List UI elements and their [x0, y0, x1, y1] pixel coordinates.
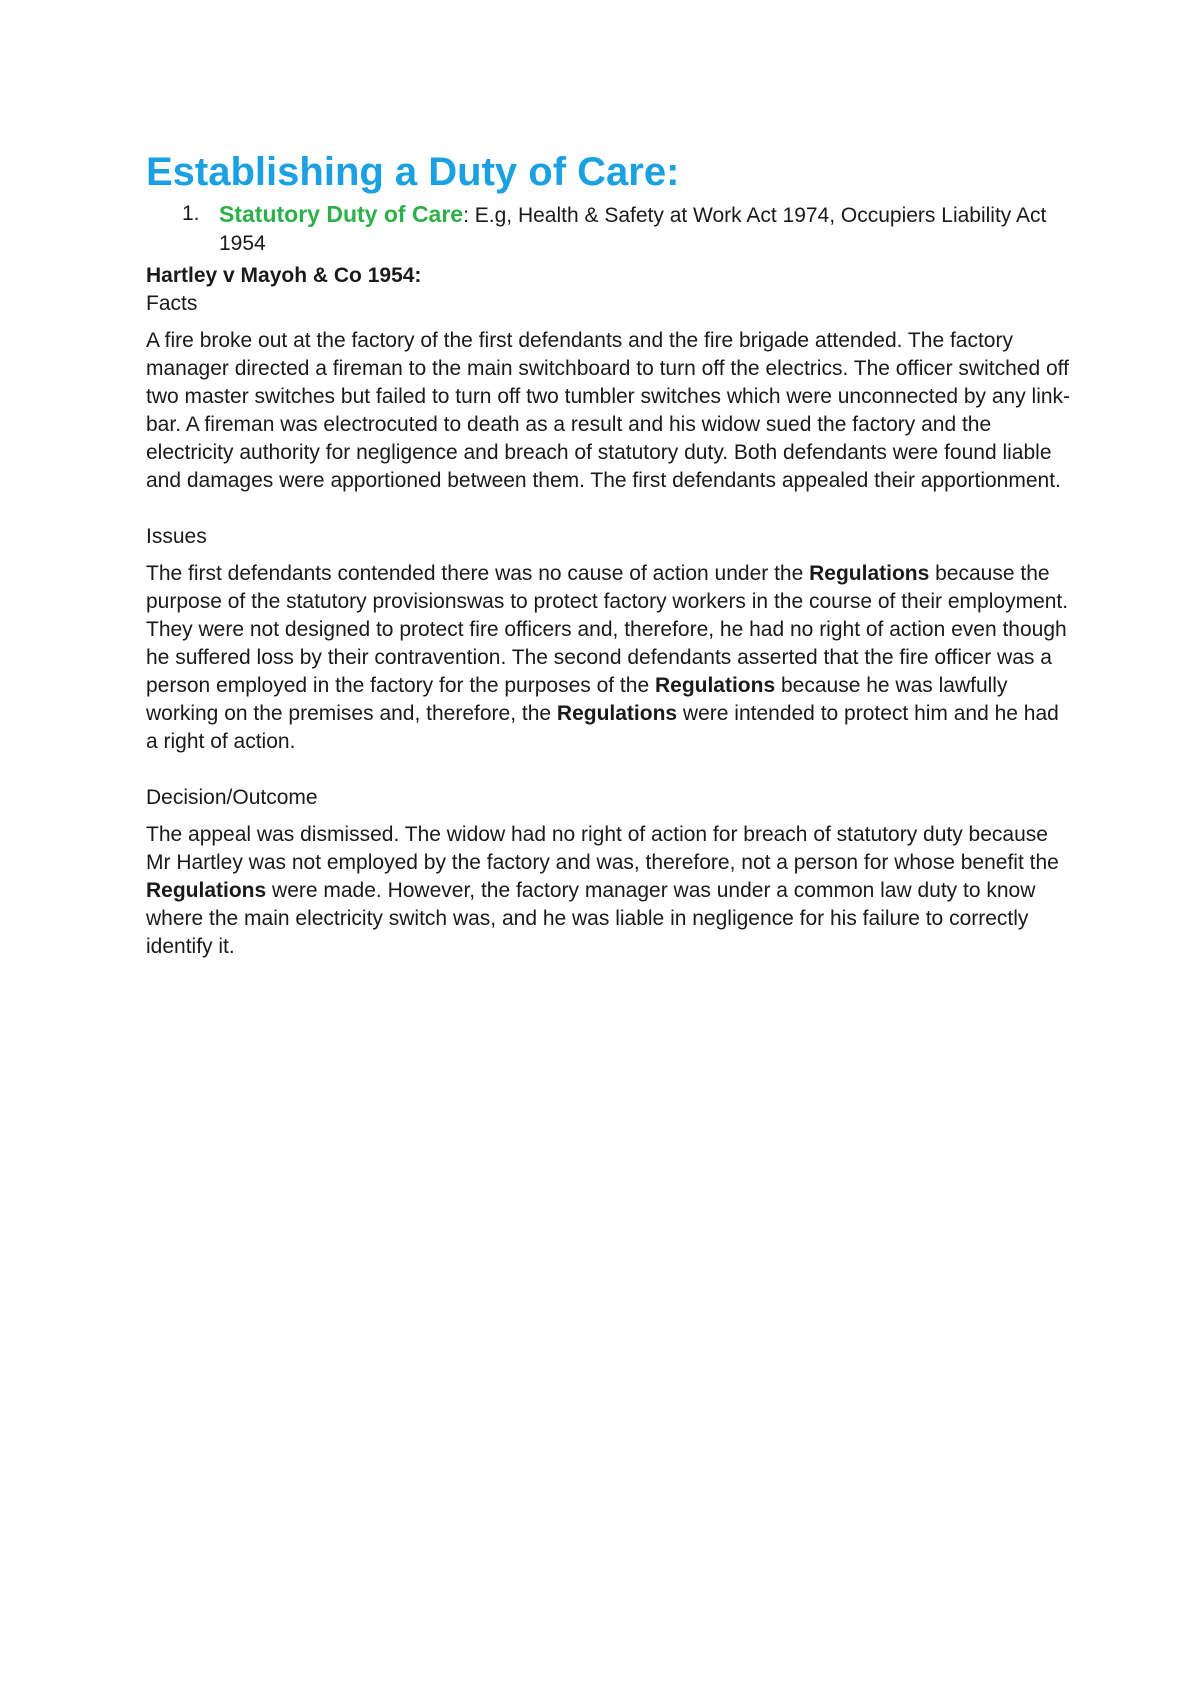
document-page	[146, 148, 1076, 961]
decision-text-2: were made. However, the factory manager was under a common law duty to know where the main electricity switch was, and he was liable in negligence for his failure to correctly identify it.	[146, 879, 1036, 958]
issues-heading: Issues	[146, 525, 207, 548]
decision-paragraph	[146, 821, 1076, 961]
list-item	[146, 200, 1076, 258]
decision-heading: Decision/Outcome	[146, 786, 318, 809]
issues-text-4: were intended to protect him and he had a right of action.	[146, 702, 1059, 753]
document-title: Establishing a Duty of Care:	[146, 150, 680, 194]
regulations-term: Regulations	[654, 674, 776, 697]
issues-paragraph	[146, 560, 1076, 756]
duty-list	[146, 200, 1076, 258]
issues-text-1: The first defendants contended there was no cause of action under the	[146, 562, 810, 585]
list-number: 1.	[182, 202, 200, 225]
list-term: Statutory Duty of Care	[219, 201, 464, 227]
issues-text-3: because he was lawfully working on the premises and, therefore, the	[146, 674, 1008, 725]
case-title: Hartley v Mayoh & Co 1954:	[146, 264, 422, 287]
regulations-term: Regulations	[556, 702, 678, 725]
facts-heading: Facts	[146, 292, 198, 315]
decision-text-1: The appeal was dismissed. The widow had no right of action for breach of statutory duty because Mr Hartley was not employed by the factory and was, therefore, not a person for whose benefit the	[146, 823, 1059, 874]
issues-text-2: because the purpose of the statutory provisionswas to protect factory workers in the course of their employment. They were not designed to protect fire officers and, therefore, he had no right of action even though he suffered loss by their contravention. The second defendants asserted that the fire officer was a person employed in the factory for the purposes of the	[146, 562, 1069, 697]
list-item-body	[219, 200, 1076, 258]
regulations-term: Regulations	[809, 562, 930, 585]
regulations-term: Regulations	[146, 879, 267, 902]
facts-paragraph: A fire broke out at the factory of the first defendants and the fire brigade attended. The factory manager directed a fireman to the main switchboard to turn off the electrics. The officer switched off two master switches but failed to turn off two tumbler switches which were unconnected by any link-bar. A fireman was electrocuted to death as a result and his widow sued the factory and the electricity authority for negligence and breach of statutory duty. Both defendants were found liable and damages were apportioned between them. The first defendants appealed their apportionment.	[146, 329, 1071, 492]
list-text: : E.g, Health & Safety at Work Act 1974, Occupiers Liability Act 1954	[219, 204, 1047, 255]
